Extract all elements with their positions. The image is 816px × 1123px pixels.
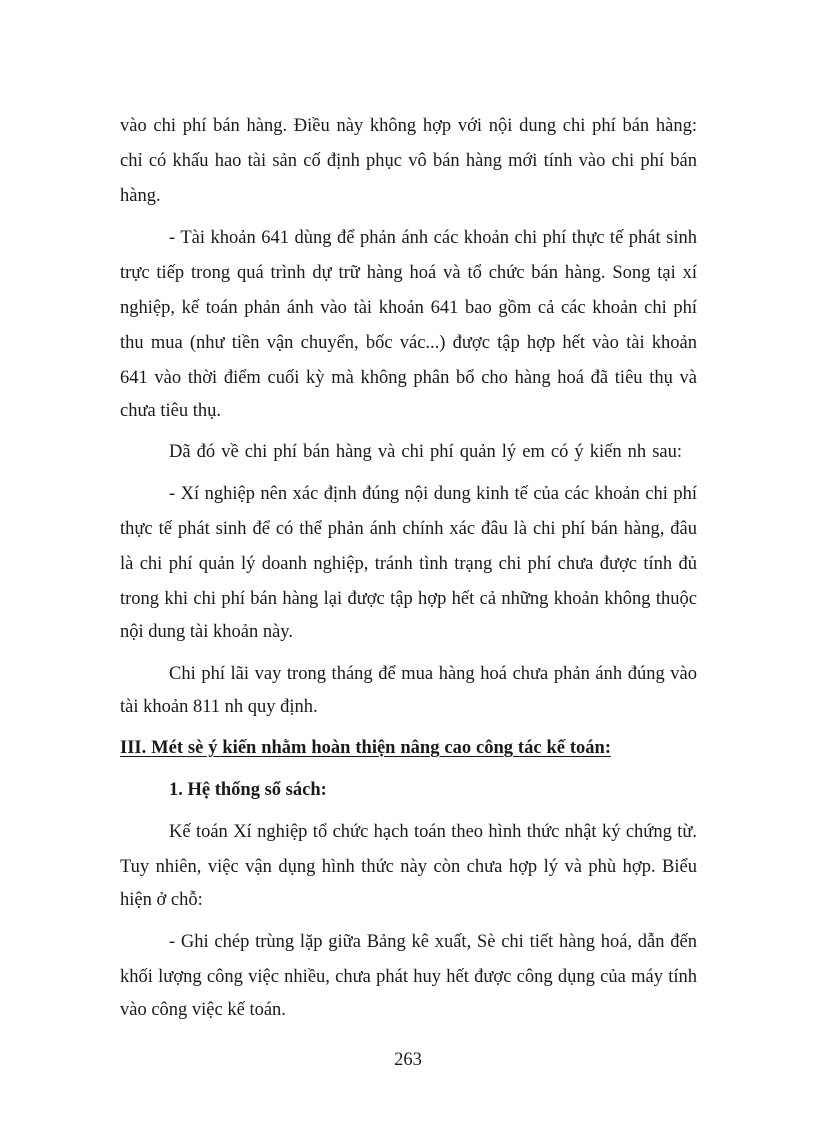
paragraph-line: trực tiếp trong quá trình dự trữ hàng hoá và tổ chức bán hàng. Song tại xí	[120, 263, 697, 283]
paragraph-line: vào chi phí bán hàng. Điều này không hợp với nội dung chi phí bán hàng:	[120, 116, 697, 136]
section-heading: III. Mét sè ý kiến nhằm hoàn thiện nâng cao công tác kế toán:	[120, 738, 611, 758]
paragraph-line: là chi phí quản lý doanh nghiệp, tránh tình trạng chi phí chưa được tính đủ	[120, 554, 697, 574]
paragraph-line: khối lượng công việc nhiều, chưa phát huy hết được công dụng của máy tính	[120, 967, 697, 987]
paragraph-line: thực tế phát sinh để có thể phản ánh chính xác đâu là chi phí bán hàng, đâu	[120, 519, 697, 539]
paragraph-line: - Ghi chép trùng lặp giữa Bảng kê xuất, Sè chi tiết hàng hoá, dẫn đến	[169, 932, 697, 952]
paragraph-line: chỉ có khấu hao tài sản cố định phục vô bán hàng mới tính vào chi phí bán	[120, 151, 697, 171]
paragraph-line: vào công việc kế toán.	[120, 1000, 286, 1020]
paragraph-line: - Xí nghiệp nên xác định đúng nội dung kinh tế của các khoản chi phí	[169, 484, 697, 504]
paragraph-line: nghiệp, kế toán phản ánh vào tài khoản 641 bao gồm cả các khoản chi phí	[120, 298, 697, 318]
paragraph-line: - Tài khoản 641 dùng để phản ánh các khoản chi phí thực tế phát sinh	[169, 228, 697, 248]
paragraph-line: 641 vào thời điểm cuối kỳ mà không phân bổ cho hàng hoá đã tiêu thụ và	[120, 368, 697, 388]
paragraph-line: thu mua (như tiền vận chuyển, bốc vác...) được tập hợp hết vào tài khoản	[120, 333, 697, 353]
paragraph-line: Tuy nhiên, việc vận dụng hình thức này còn chưa hợp lý và phù hợp. Biểu	[120, 857, 697, 877]
paragraph-line: trong khi chi phí bán hàng lại được tập hợp hết cả những khoản không thuộc	[120, 589, 697, 609]
paragraph-line: Dã đó về chi phí bán hàng và chi phí quản lý em có ý kiến nh sau:	[169, 442, 682, 462]
paragraph-line: chưa tiêu thụ.	[120, 401, 221, 421]
paragraph-line: tài khoản 811 nh quy định.	[120, 697, 318, 717]
paragraph-line: Chi phí lãi vay trong tháng để mua hàng hoá chưa phản ánh đúng vào	[169, 664, 697, 684]
page-number: 263	[394, 1050, 422, 1070]
subsection-heading: 1. Hệ thống sổ sách:	[169, 780, 327, 800]
paragraph-line: hàng.	[120, 186, 161, 206]
paragraph-line: hiện ở chỗ:	[120, 890, 203, 910]
paragraph-line: Kế toán Xí nghiệp tổ chức hạch toán theo hình thức nhật ký chứng từ.	[169, 822, 697, 842]
paragraph-line: nội dung tài khoản này.	[120, 622, 293, 642]
